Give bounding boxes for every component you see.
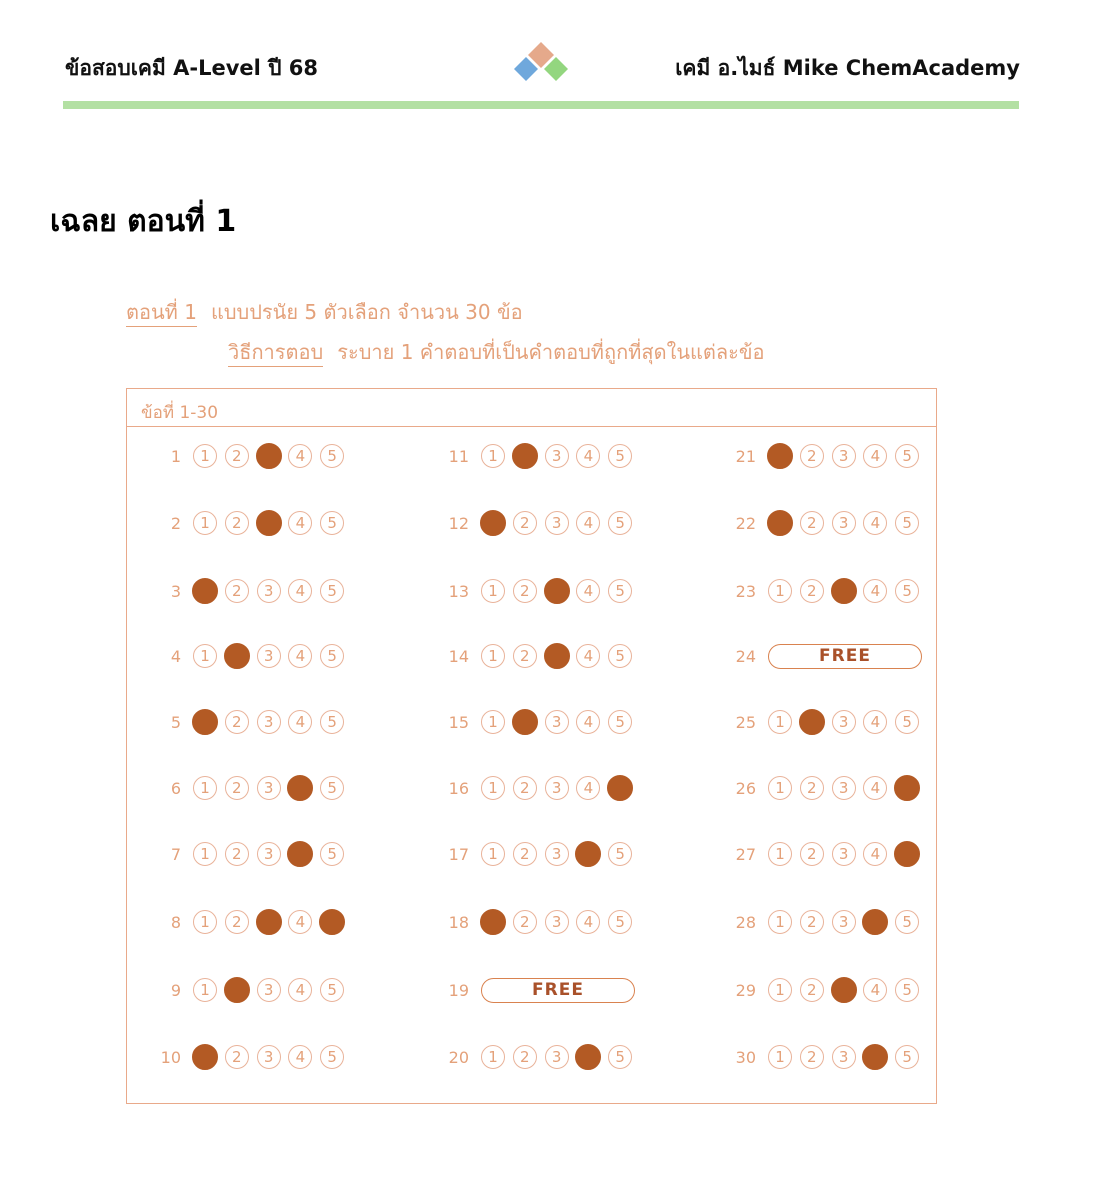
- question-6: [151, 775, 381, 803]
- answer-bubble: 3: [832, 511, 856, 535]
- question-number: 10: [160, 1048, 181, 1067]
- answer-bubble: 2: [225, 579, 249, 603]
- question-15: [439, 709, 669, 737]
- question-26: [726, 775, 956, 803]
- answer-bubble: 3: [832, 710, 856, 734]
- answer-bubble: 3: [257, 644, 281, 668]
- answer-bubble: 1: [768, 842, 792, 866]
- question-28: [726, 909, 956, 937]
- answer-sheet-header: [127, 389, 936, 427]
- answer-bubble: 1: [193, 644, 217, 668]
- answer-bubble: 1: [481, 710, 505, 734]
- answer-bubble: 5: [608, 579, 632, 603]
- answer-bubble: 3: [545, 710, 569, 734]
- answer-bubble-filled: [224, 977, 250, 1003]
- answer-bubble: 1: [481, 444, 505, 468]
- question-8: [151, 909, 381, 937]
- answer-bubble: 1: [768, 710, 792, 734]
- answer-bubble: 1: [193, 511, 217, 535]
- answer-bubble: 5: [608, 842, 632, 866]
- question-number: 1: [170, 447, 181, 466]
- question-21: [726, 443, 956, 471]
- question-number: 4: [170, 647, 181, 666]
- question-27: [726, 841, 956, 869]
- answer-bubble: 1: [768, 579, 792, 603]
- answer-bubble: 4: [863, 710, 887, 734]
- answer-bubble: 1: [481, 842, 505, 866]
- question-19: [439, 977, 669, 1005]
- answer-bubble: 1: [481, 579, 505, 603]
- question-25: [726, 709, 956, 737]
- free-badge: FREE: [768, 644, 922, 669]
- question-4: [151, 643, 381, 671]
- question-number: 12: [448, 514, 469, 533]
- answer-bubble: 1: [768, 910, 792, 934]
- answer-bubble: 4: [288, 579, 312, 603]
- answer-bubble: 4: [288, 444, 312, 468]
- answer-bubble: 3: [545, 842, 569, 866]
- answer-bubble: 2: [800, 978, 824, 1002]
- answer-bubble: 3: [832, 910, 856, 934]
- question-23: [726, 578, 956, 606]
- answer-bubble: 2: [225, 910, 249, 934]
- answer-bubble: 2: [800, 842, 824, 866]
- answer-bubble: 5: [608, 910, 632, 934]
- answer-bubble: 5: [895, 910, 919, 934]
- answer-bubble: 2: [225, 842, 249, 866]
- answer-bubble-filled: [224, 643, 250, 669]
- answer-bubble: 4: [288, 1045, 312, 1069]
- answer-bubble: 4: [863, 444, 887, 468]
- answer-bubble: 4: [863, 776, 887, 800]
- question-14: [439, 643, 669, 671]
- answer-bubble: 3: [257, 710, 281, 734]
- question-22: [726, 510, 956, 538]
- answer-bubble: 4: [576, 579, 600, 603]
- question-number: 24: [735, 647, 756, 666]
- answer-bubble: 4: [576, 710, 600, 734]
- answer-bubble: 5: [895, 444, 919, 468]
- answer-bubble: 5: [608, 511, 632, 535]
- question-number: 17: [448, 845, 469, 864]
- answer-bubble-filled: [575, 1044, 601, 1070]
- answer-bubble: 4: [288, 644, 312, 668]
- answer-bubble: 2: [225, 1045, 249, 1069]
- answer-bubble: 1: [193, 776, 217, 800]
- answer-bubble-filled: [287, 841, 313, 867]
- answer-bubble-filled: [607, 775, 633, 801]
- question-number: 21: [735, 447, 756, 466]
- answer-bubble-filled: [544, 643, 570, 669]
- answer-bubble: 3: [257, 776, 281, 800]
- question-20: [439, 1044, 669, 1072]
- free-badge: FREE: [481, 978, 635, 1003]
- question-number: 7: [170, 845, 181, 864]
- answer-bubble: 5: [320, 1045, 344, 1069]
- answer-bubble-filled: [192, 1044, 218, 1070]
- question-number: 14: [448, 647, 469, 666]
- answer-bubble: 5: [608, 444, 632, 468]
- question-16: [439, 775, 669, 803]
- answer-bubble-filled: [894, 775, 920, 801]
- answer-bubble: 2: [225, 511, 249, 535]
- question-18: [439, 909, 669, 937]
- method-description: ระบาย 1 คำตอบที่เป็นคำตอบที่ถูกที่สุดในแต่ละข้อ: [337, 340, 765, 364]
- question-24: [726, 643, 956, 671]
- question-number: 26: [735, 779, 756, 798]
- answer-bubble-filled: [480, 510, 506, 536]
- question-number: 20: [448, 1048, 469, 1067]
- question-number: 29: [735, 981, 756, 1000]
- answer-bubble-filled: [512, 443, 538, 469]
- question-number: 30: [735, 1048, 756, 1067]
- answer-bubble: 1: [768, 776, 792, 800]
- answer-bubble: 1: [768, 978, 792, 1002]
- answer-bubble: 3: [832, 842, 856, 866]
- answer-bubble-filled: [319, 909, 345, 935]
- answer-bubble: 1: [193, 910, 217, 934]
- question-number: 3: [170, 582, 181, 601]
- answer-bubble: 5: [895, 978, 919, 1002]
- question-30: [726, 1044, 956, 1072]
- answer-bubble: 5: [895, 511, 919, 535]
- answer-bubble-filled: [799, 709, 825, 735]
- answer-bubble: 5: [608, 710, 632, 734]
- question-number: 13: [448, 582, 469, 601]
- answer-bubble-filled: [767, 443, 793, 469]
- answer-bubble: 4: [288, 511, 312, 535]
- answer-bubble: 1: [481, 644, 505, 668]
- answer-bubble: 2: [513, 579, 537, 603]
- question-1: [151, 443, 381, 471]
- answer-bubble: 5: [320, 776, 344, 800]
- answer-bubble-filled: [544, 578, 570, 604]
- answer-bubble-filled: [480, 909, 506, 935]
- answer-bubble-filled: [862, 1044, 888, 1070]
- answer-bubble: 3: [545, 511, 569, 535]
- method-label: วิธีการตอบ: [228, 340, 323, 367]
- answer-bubble: 3: [257, 579, 281, 603]
- answer-bubble: 4: [288, 910, 312, 934]
- answer-bubble: 3: [832, 1045, 856, 1069]
- answer-bubble: 2: [513, 842, 537, 866]
- answer-bubble: 5: [895, 710, 919, 734]
- question-number: 8: [170, 913, 181, 932]
- answer-bubble: 4: [576, 511, 600, 535]
- question-2: [151, 510, 381, 538]
- question-number: 22: [735, 514, 756, 533]
- answer-bubble: 2: [800, 444, 824, 468]
- answer-bubble: 3: [832, 776, 856, 800]
- header-divider: [63, 101, 1019, 109]
- answer-bubble: 2: [225, 444, 249, 468]
- question-number: 18: [448, 913, 469, 932]
- answer-bubble: 4: [863, 978, 887, 1002]
- answer-bubble-filled: [256, 443, 282, 469]
- answer-bubble: 2: [513, 776, 537, 800]
- question-17: [439, 841, 669, 869]
- answer-bubble: 5: [895, 579, 919, 603]
- answer-bubble: 3: [832, 444, 856, 468]
- answer-bubble: 1: [481, 776, 505, 800]
- answer-bubble: 2: [800, 910, 824, 934]
- question-number: 11: [448, 447, 469, 466]
- answer-bubble: 2: [800, 776, 824, 800]
- diamond-logo-icon: [511, 40, 571, 88]
- answer-bubble: 5: [320, 710, 344, 734]
- answer-bubble: 3: [545, 776, 569, 800]
- answer-bubble: 5: [608, 1045, 632, 1069]
- answer-bubble-filled: [767, 510, 793, 536]
- answer-bubble: 5: [320, 444, 344, 468]
- answer-bubble-filled: [287, 775, 313, 801]
- question-12: [439, 510, 669, 538]
- section-title: เฉลย ตอนที่ 1: [50, 204, 237, 239]
- instruction-line-2: [228, 336, 765, 368]
- answer-bubble: 3: [257, 1045, 281, 1069]
- question-number: 2: [170, 514, 181, 533]
- answer-bubble: 5: [320, 511, 344, 535]
- answer-bubble-filled: [894, 841, 920, 867]
- header-right-title: เคมี อ.ไมธ์ Mike ChemAcademy: [675, 56, 1020, 80]
- answer-bubble: 1: [481, 1045, 505, 1069]
- answer-bubble-filled: [575, 841, 601, 867]
- answer-bubble: 2: [513, 910, 537, 934]
- part-label: ตอนที่ 1: [126, 300, 197, 327]
- question-number: 5: [170, 713, 181, 732]
- answer-bubble-filled: [512, 709, 538, 735]
- answer-bubble: 5: [320, 842, 344, 866]
- answer-bubble: 2: [513, 511, 537, 535]
- answer-bubble: 4: [863, 511, 887, 535]
- question-7: [151, 841, 381, 869]
- answer-bubble: 4: [576, 644, 600, 668]
- answer-bubble-filled: [831, 578, 857, 604]
- question-number: 25: [735, 713, 756, 732]
- answer-bubble: 2: [513, 644, 537, 668]
- answer-bubble-filled: [862, 909, 888, 935]
- answer-bubble: 3: [545, 910, 569, 934]
- answer-bubble: 1: [193, 842, 217, 866]
- answer-bubble: 5: [320, 579, 344, 603]
- answer-bubble-filled: [192, 709, 218, 735]
- answer-bubble: 3: [257, 978, 281, 1002]
- answer-bubble: 4: [576, 444, 600, 468]
- answer-bubble: 1: [193, 444, 217, 468]
- answer-bubble: 3: [545, 1045, 569, 1069]
- answer-bubble-filled: [256, 909, 282, 935]
- answer-bubble: 1: [193, 978, 217, 1002]
- question-9: [151, 977, 381, 1005]
- question-11: [439, 443, 669, 471]
- answer-sheet: [126, 388, 937, 1104]
- answer-bubble: 2: [800, 511, 824, 535]
- answer-bubble-filled: [192, 578, 218, 604]
- part-description: แบบปรนัย 5 ตัวเลือก จำนวน 30 ข้อ: [210, 300, 523, 324]
- question-29: [726, 977, 956, 1005]
- question-3: [151, 578, 381, 606]
- question-number: 23: [735, 582, 756, 601]
- question-5: [151, 709, 381, 737]
- question-number: 19: [448, 981, 469, 1000]
- answer-bubble: 2: [225, 710, 249, 734]
- instruction-line-1: [126, 296, 523, 328]
- answer-bubble: 1: [768, 1045, 792, 1069]
- answer-bubble: 4: [288, 978, 312, 1002]
- question-number: 28: [735, 913, 756, 932]
- question-number: 16: [448, 779, 469, 798]
- answer-bubble: 2: [513, 1045, 537, 1069]
- answer-bubble: 4: [863, 579, 887, 603]
- answer-bubble: 2: [225, 776, 249, 800]
- answer-sheet-header-label: ข้อที่ 1-30: [141, 403, 219, 423]
- answer-bubble: 4: [576, 776, 600, 800]
- answer-bubble: 5: [320, 978, 344, 1002]
- answer-bubble: 2: [800, 1045, 824, 1069]
- answer-bubble: 2: [800, 579, 824, 603]
- answer-bubble: 4: [863, 842, 887, 866]
- question-10: [151, 1044, 381, 1072]
- question-13: [439, 578, 669, 606]
- answer-bubble-filled: [831, 977, 857, 1003]
- answer-bubble: 5: [895, 1045, 919, 1069]
- header-left-title: ข้อสอบเคมี A-Level ปี 68: [65, 56, 319, 80]
- answer-bubble: 3: [545, 444, 569, 468]
- question-number: 9: [170, 981, 181, 1000]
- answer-bubble-filled: [256, 510, 282, 536]
- answer-bubble: 4: [288, 710, 312, 734]
- answer-bubble: 3: [257, 842, 281, 866]
- question-number: 27: [735, 845, 756, 864]
- answer-bubble: 5: [608, 644, 632, 668]
- answer-bubble: 5: [320, 644, 344, 668]
- answer-bubble: 4: [576, 910, 600, 934]
- question-number: 6: [170, 779, 181, 798]
- question-number: 15: [448, 713, 469, 732]
